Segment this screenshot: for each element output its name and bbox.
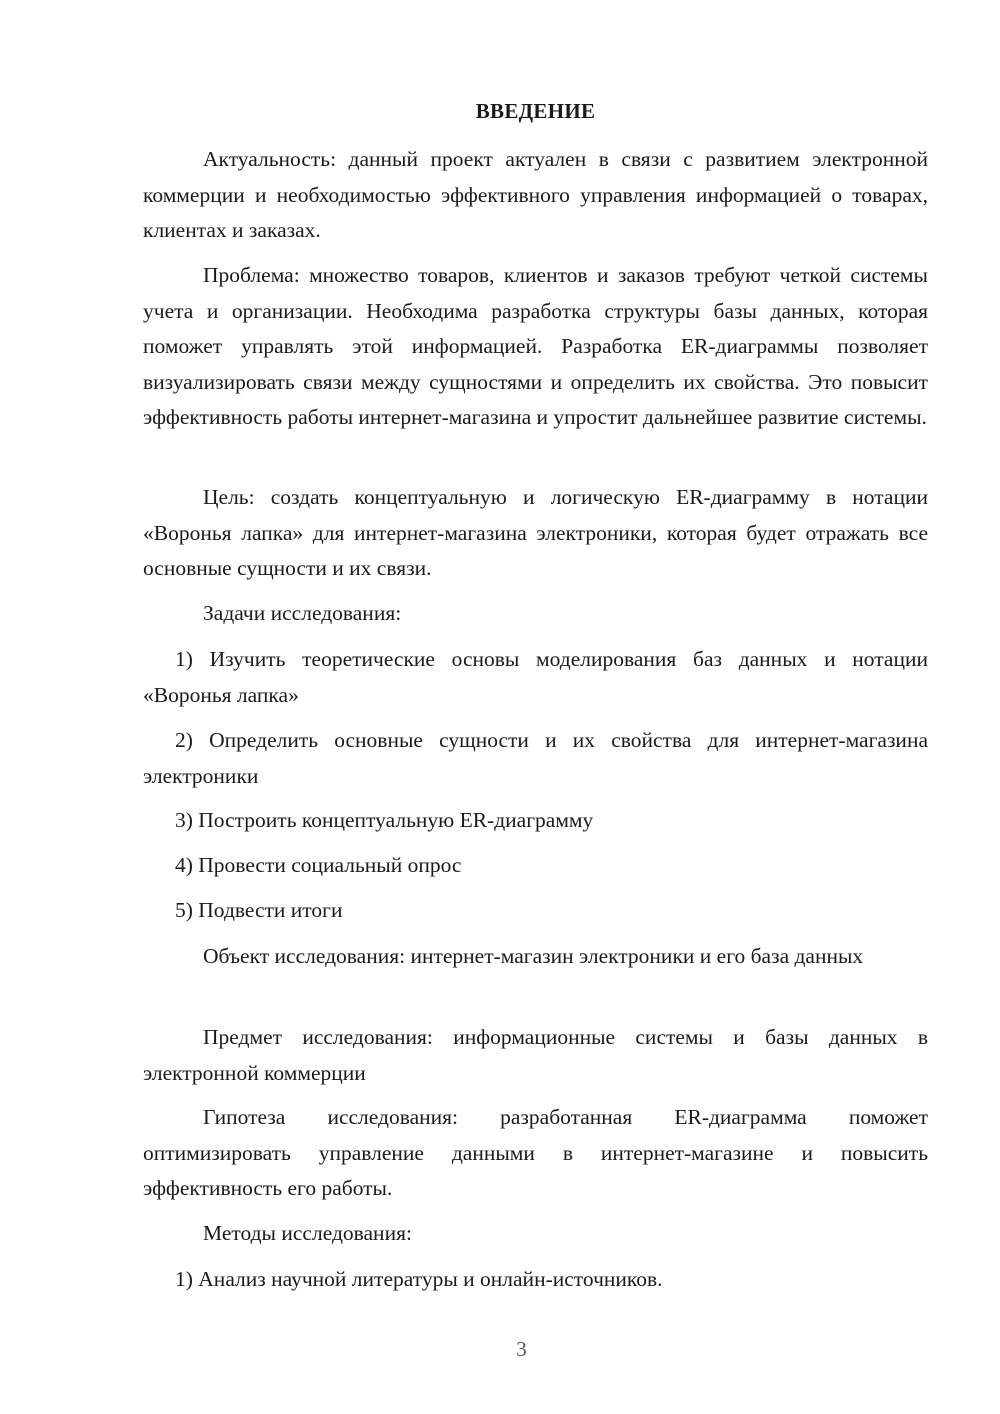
paragraph-goal: Цель: создать концептуальную и логическую ER-диаграмму в нотации «Воронья лапка» для интернет-магазина электроники, которая будет отражать все основные сущности и их связи. <box>143 485 928 580</box>
paragraph-subject: Предмет исследования: информационные системы и базы данных в электронной коммерции <box>143 1025 928 1085</box>
task-item-3: 3) Построить концептуальную ER-диаграмму <box>175 808 594 832</box>
page-number: 3 <box>516 1337 527 1361</box>
page-title: ВВЕДЕНИЕ <box>475 99 596 123</box>
method-item-1: 1) Анализ научной литературы и онлайн-источников. <box>175 1267 663 1291</box>
paragraph-object: Объект исследования: интернет-магазин электроники и его база данных <box>203 944 864 968</box>
paragraph-hypothesis: Гипотеза исследования: разработанная ER-диаграмма поможет оптимизировать управление данными в интернет-магазине и повысить эффективность его работы. <box>143 1105 928 1200</box>
paragraph-relevance: Актуальность: данный проект актуален в связи с развитием электронной коммерции и необходимостью эффективного управления информацией о товарах, клиентах и заказах. <box>143 147 928 242</box>
task-item-4: 4) Провести социальный опрос <box>175 853 462 877</box>
task-item-5: 5) Подвести итоги <box>175 898 343 922</box>
paragraph-problem: Проблема: множество товаров, клиентов и заказов требуют четкой системы учета и организации. Необходима разработка структуры базы данных, которая поможет управлять этой информацией. Разработка ER-диаграммы позволяет визуализировать связи между сущностями и определить их свойства. Это повысит эффективность работы интернет-магазина и упростит дальнейшее развитие системы. <box>143 263 928 429</box>
task-item-1: 1) Изучить теоретические основы моделирования баз данных и нотации «Воронья лапка» <box>143 647 928 707</box>
task-item-2: 2) Определить основные сущности и их свойства для интернет-магазина электроники <box>143 728 928 788</box>
document-page <box>143 0 928 1414</box>
tasks-title: Задачи исследования: <box>203 601 402 625</box>
methods-title: Методы исследования: <box>203 1221 412 1245</box>
